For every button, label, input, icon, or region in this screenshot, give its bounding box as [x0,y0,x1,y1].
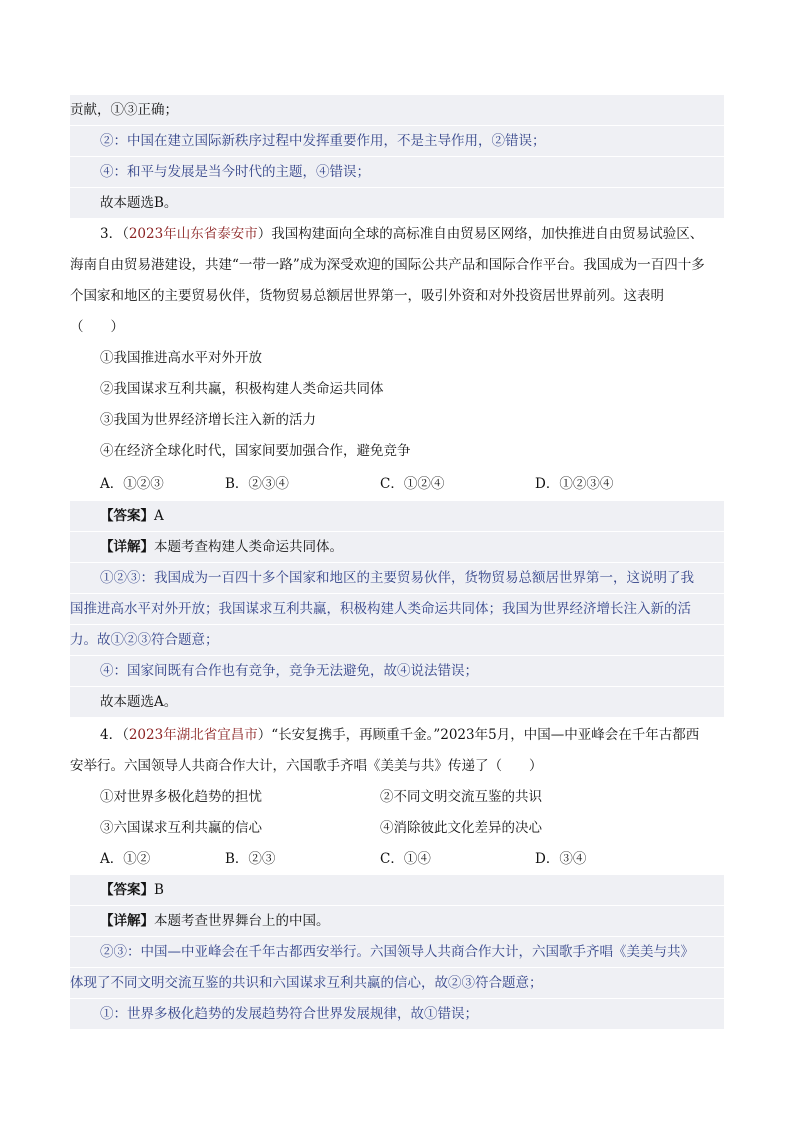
q3-answer-label: 【答案】 [100,508,154,524]
q3-explanation-line: 国推进高水平对外开放；我国谋求互利共赢，积极构建人类命运共同体；我国为世界经济增长注入新的活 [70,594,724,624]
q3-detail [70,532,724,562]
q3-conclusion: 故本题选A。 [70,687,724,717]
prev-explanation-line: ②：中国在建立国际新秩序过程中发挥重要作用，不是主导作用，②错误； [70,126,724,156]
q3-item: ④在经济全球化时代，国家间要加强合作，避免竞争 [100,443,411,459]
q3-stem-line: 海南自由贸易港建设，共建“一带一路”成为深受欢迎的国际公共产品和国际合作平台。我国成为一百四十多 [70,257,705,273]
q3-answer [70,501,724,531]
q4-number: 4．（ [100,727,129,743]
q3-item: ③我国为世界经济增长注入新的活力 [100,412,316,428]
q4-stem-text: ）“长安复携手，再顾重千金。”2023年5月，中国—中亚峰会在千年古都西 [257,727,700,743]
q4-item: ④消除彼此文化差异的决心 [380,820,542,836]
q4-source: 2023年湖北省宜昌市 [128,727,258,743]
q3-option-c: C．①②④ [380,476,445,492]
q4-item: ②不同文明交流互鉴的共识 [380,789,542,805]
prev-explanation-line: ④：和平与发展是当今时代的主题，④错误； [70,157,724,187]
prev-explanation-line: 贡献，①③正确； [70,95,724,125]
q3-explanation-line: ④：国家间既有合作也有竞争，竞争无法避免，故④说法错误； [70,656,724,686]
q3-explanation-line: 力。故①②③符合题意； [70,625,724,655]
q3-source: 2023年山东省泰安市 [128,226,258,242]
q4-items-row [70,813,724,843]
q3-blank: （ ） [70,319,124,335]
q3-item: ②我国谋求互利共赢，积极构建人类命运共同体 [100,381,384,397]
q4-stem-line [70,720,724,750]
q3-detail-label: 【详解】 [100,539,154,555]
q3-options [70,469,724,499]
prev-conclusion: 故本题选B。 [70,188,724,218]
q3-option-b: B．②③④ [225,476,289,492]
q4-answer-value: B [154,882,164,898]
q3-number: 3．（ [100,226,129,242]
q3-option-d: D．①②③④ [535,476,614,492]
q3-detail-text: 本题考查构建人类命运共同体。 [154,539,343,555]
q4-explanation-line: 体现了不同文明交流互鉴的共识和六国谋求互利共赢的信心，故②③符合题意； [70,968,724,998]
q4-option-c: C．①④ [380,851,431,867]
q4-detail [70,906,724,936]
q4-options [70,844,724,874]
q4-answer [70,875,724,905]
q4-items-row [70,782,724,812]
q4-answer-label: 【答案】 [100,882,154,898]
q4-option-b: B．②③ [225,851,276,867]
q4-option-a: A．①② [100,851,151,867]
q3-stem-text: ）我国构建面向全球的高标准自由贸易区网络，加快推进自由贸易试验区、 [257,226,704,242]
q3-answer-value: A [154,508,164,524]
q4-stem-line: 安举行。六国领导人共商合作大计，六国歌手齐唱《美美与共》传递了（ ） [70,758,543,774]
q4-item: ③六国谋求互利共赢的信心 [100,820,262,836]
q4-explanation-line: ①：世界多极化趋势的发展趋势符合世界发展规律，故①错误； [70,999,724,1029]
q3-option-a: A．①②③ [100,476,164,492]
q4-explanation-line: ②③：中国—中亚峰会在千年古都西安举行。六国领导人共商合作大计，六国歌手齐唱《美美与共》 [70,937,724,967]
q4-detail-label: 【详解】 [100,913,154,929]
q3-stem-line: 个国家和地区的主要贸易伙伴，货物贸易总额居世界第一，吸引外资和对外投资居世界前列。这表明 [70,288,664,304]
q4-option-d: D．③④ [535,851,587,867]
q3-stem-line [70,219,724,249]
q3-explanation-line: ①②③：我国成为一百四十多个国家和地区的主要贸易伙伴，货物贸易总额居世界第一，这说明了我 [70,563,724,593]
q4-item: ①对世界多极化趋势的担忧 [100,789,262,805]
q4-detail-text: 本题考查世界舞台上的中国。 [154,913,330,929]
q3-item: ①我国推进高水平对外开放 [100,350,262,366]
